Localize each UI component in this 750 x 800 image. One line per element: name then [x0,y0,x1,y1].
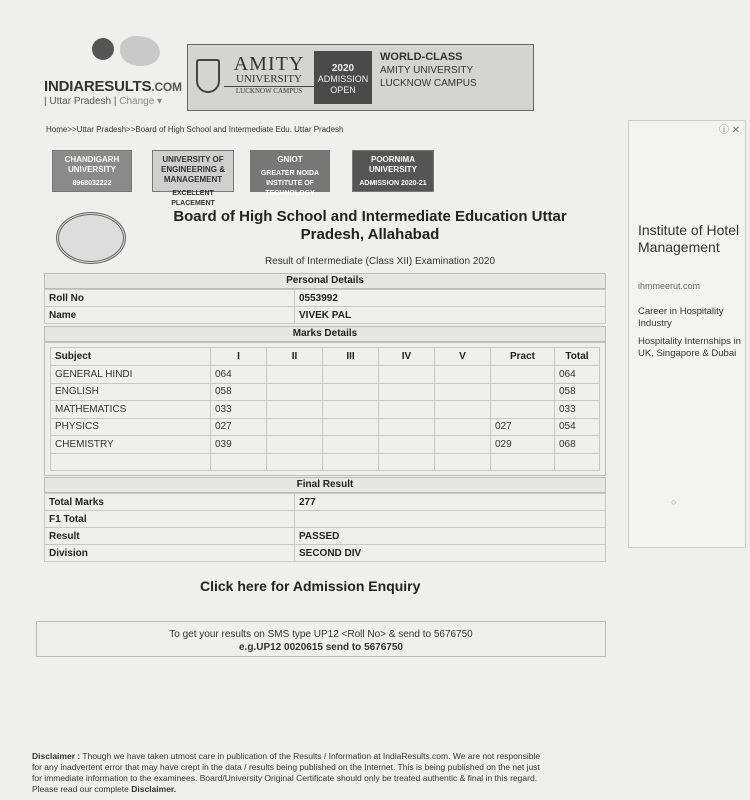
table-cell: MATHEMATICS [51,401,211,419]
table-cell [379,401,435,419]
side-ad-line-2: Hospitality Internships in UK, Singapore & Dubai [638,336,741,359]
table-cell [267,401,323,419]
breadcrumb[interactable]: Home>>Uttar Pradesh>>Board of High School and Intermediate Edu. Uttar Pradesh [46,125,344,134]
amity-name-2: UNIVERSITY [236,73,302,85]
disclaimer-text: Though we have taken utmost care in publication of the Results / Information at IndiaResults.com. We are not responsible for any inadvertent error that may have crept in the data / results being published on the Internet. This is being published on the net just for immediate information to the examinees. Board/University Original Certificate should only be treated authentic & final in this regard. Please read our complete [32,751,541,794]
amity-wc-3: LUCKNOW CAMPUS [380,78,477,89]
table-row [51,453,600,471]
table-cell [267,366,323,384]
board-title: Board of High School and Intermediate Education Uttar Pradesh, Allahabad [173,208,567,243]
table-row [51,418,600,436]
ad-phone: ADMISSION 2020-21 [359,180,427,187]
roll-no-label: Roll No [45,290,295,307]
table-cell [323,436,379,454]
table-cell: 058 [211,383,267,401]
col-pract: Pract [491,348,555,366]
final-label: Division [45,545,295,562]
logo-person-icon [92,38,114,60]
table-cell [379,383,435,401]
table-cell: GENERAL HINDI [51,366,211,384]
ad-gniot[interactable] [250,150,330,197]
ad-title: UNIVERSITY OF ENGINEERING & MANAGEMENT [160,155,225,184]
table-cell [51,453,211,471]
table-row [51,436,600,454]
table-cell: 064 [211,366,267,384]
col-iv: IV [379,348,435,366]
table-cell [323,366,379,384]
table-cell [379,436,435,454]
ad-phone: 8968032222 [72,180,112,187]
final-value: SECOND DIV [295,545,606,562]
final-label: Total Marks [45,494,295,511]
logo-map-icon [120,36,160,66]
table-row [45,307,606,324]
table-cell [435,366,491,384]
table-cell: ENGLISH [51,383,211,401]
state-selector [44,96,162,107]
table-row [45,290,606,307]
exam-title: Result of Intermediate (Class XII) Examination 2020 [264,256,496,267]
table-cell [435,453,491,471]
table-cell [267,418,323,436]
table-cell [491,383,555,401]
table-cell: 058 [555,383,600,401]
amity-wc-2: AMITY UNIVERSITY [380,65,474,76]
disclaimer [32,751,542,795]
side-ad-title[interactable]: Institute of Hotel Management [638,222,740,255]
table-cell [323,418,379,436]
ad-chandigarh-university[interactable] [52,150,132,192]
board-seal-icon [56,212,126,264]
table-row [51,401,600,419]
ad-title: POORNIMA UNIVERSITY [368,155,417,174]
disclaimer-link[interactable]: Disclaimer. [131,784,177,794]
table-cell [491,366,555,384]
table-cell [379,418,435,436]
roll-no-value: 0553992 [295,290,606,307]
name-value: VIVEK PAL [295,307,606,324]
sms-info-box [36,621,606,657]
col-subject: Subject [51,348,211,366]
table-cell: 027 [211,418,267,436]
amity-name-1: AMITY [233,53,305,75]
table-cell: 054 [555,418,600,436]
table-cell: CHEMISTRY [51,436,211,454]
brand-suffix: .COM [151,80,182,94]
table-cell: 033 [211,401,267,419]
personal-details-table [44,289,606,324]
table-row [45,494,606,511]
brand-name: INDIARESULTS [44,78,152,95]
table-cell [435,418,491,436]
table-cell [555,453,600,471]
table-cell [267,453,323,471]
table-cell [211,453,267,471]
side-ad-line-1: Career in Hospitality Industry [638,306,724,329]
ad-phone: GREATER NOIDA INSTITUTE OF TECHNOLOGY [260,170,320,197]
amity-tagline [372,45,533,110]
table-cell: 027 [491,418,555,436]
amity-admission-2: OPEN [330,85,356,95]
ad-title: CHANDIGARH UNIVERSITY [64,155,120,174]
final-value: 277 [295,494,606,511]
table-cell [267,436,323,454]
amity-name [224,45,314,110]
col-total: Total [555,348,600,366]
amity-year: 2020 [331,63,355,74]
table-cell [323,401,379,419]
sms-line-1: To get your results on SMS type UP12 <Roll No> & send to 5676750 [169,629,473,640]
table-cell [491,401,555,419]
table-row [51,383,600,401]
final-result-table [44,493,606,562]
table-cell [435,383,491,401]
final-value: PASSED [295,528,606,545]
name-label: Name [45,307,295,324]
ad-title: GNIOT [277,155,303,164]
table-row [51,366,600,384]
amity-crest-icon [196,59,220,93]
table-cell: 068 [555,436,600,454]
ad-close-icon[interactable]: ⓘ ✕ [719,125,741,136]
amity-banner-ad[interactable] [187,44,534,111]
table-cell [435,436,491,454]
table-cell [379,366,435,384]
table-cell [267,383,323,401]
personal-details-heading: Personal Details [44,273,606,289]
state-label: | Uttar Pradesh | [44,96,117,107]
col-v: V [435,348,491,366]
amity-wc-1: WORLD-CLASS [380,51,463,63]
final-label: Result [45,528,295,545]
ad-poornima[interactable] [352,150,434,192]
table-row [45,545,606,562]
table-cell [491,453,555,471]
final-value [295,511,606,528]
col-i: I [211,348,267,366]
table-cell: 029 [491,436,555,454]
site-logo[interactable] [44,78,182,95]
amity-admission-1: ADMISSION [317,74,369,84]
table-cell: 039 [211,436,267,454]
table-cell: 033 [555,401,600,419]
amity-name-3: LUCKNOW CAMPUS [224,86,314,95]
table-cell: PHYSICS [51,418,211,436]
marks-details-heading: Marks Details [44,326,606,342]
col-iii: III [323,348,379,366]
table-cell [379,453,435,471]
side-ad-dot-icon: ○ [671,497,677,507]
side-ad[interactable] [628,120,746,548]
ad-uem[interactable] [152,150,234,207]
marks-header-row [51,348,600,366]
final-result-heading: Final Result [44,477,606,493]
table-row [45,511,606,528]
col-ii: II [267,348,323,366]
amity-admission-box [314,51,372,104]
table-row [45,528,606,545]
ad-phone: EXCELLENT PLACEMENT [171,190,215,207]
table-cell [323,453,379,471]
marks-table [50,347,600,471]
table-cell [323,383,379,401]
disclaimer-label: Disclaimer : [32,751,81,761]
admission-enquiry-link[interactable]: Click here for Admission Enquiry [200,578,421,594]
sms-line-2: e.g.UP12 0020615 send to 5676750 [239,642,403,653]
table-cell: 064 [555,366,600,384]
table-cell [435,401,491,419]
marks-details-box [44,342,606,476]
final-label: F1 Total [45,511,295,528]
side-ad-url[interactable]: ihmmeerut.com [638,281,701,291]
change-state-link[interactable]: Change ▾ [119,96,163,107]
